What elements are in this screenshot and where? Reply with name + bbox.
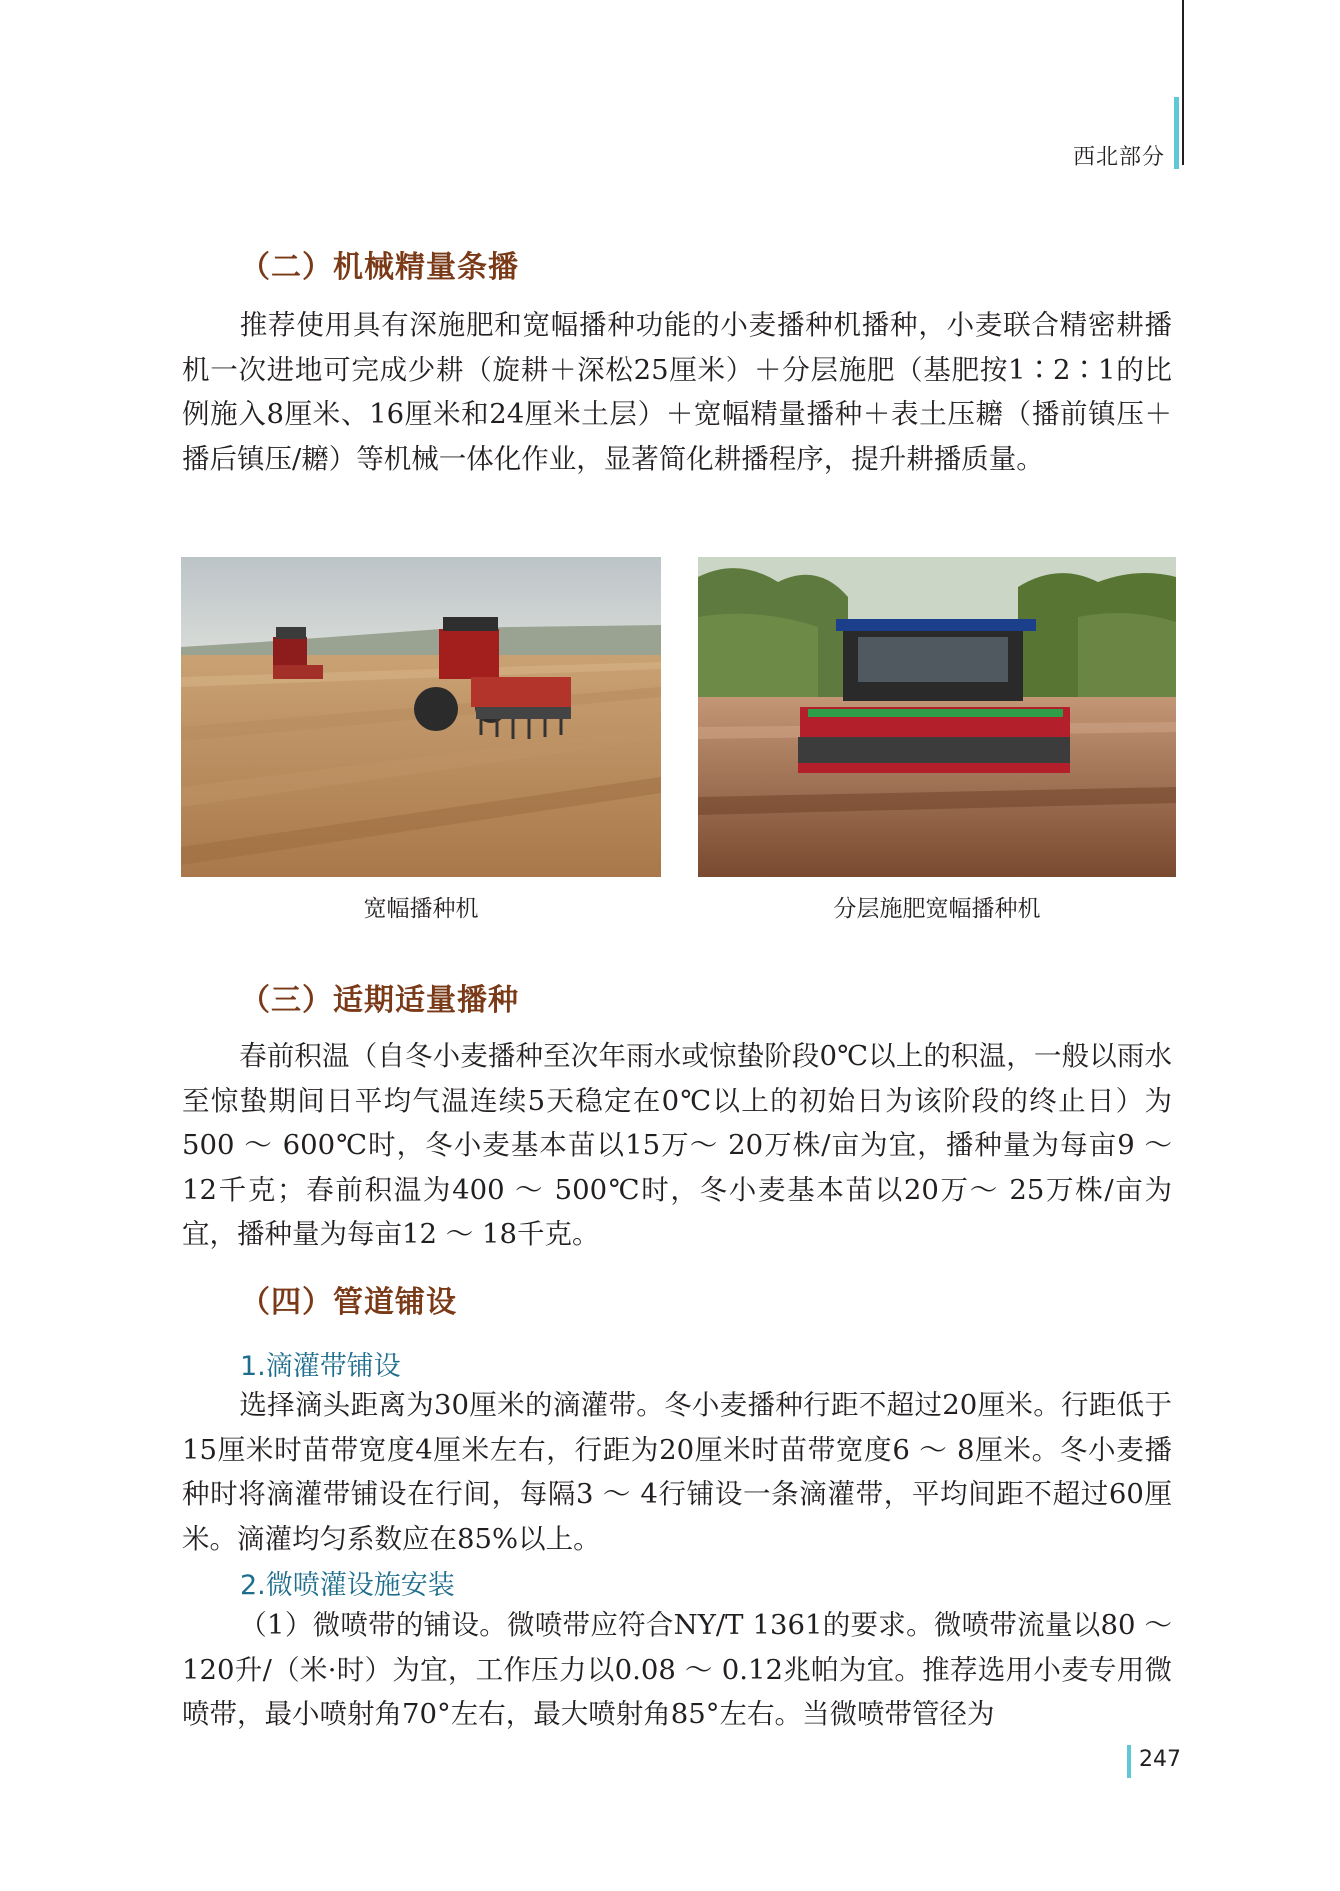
header-accent-bar [1174,97,1179,169]
section-heading-3: （三）适期适量播种 [240,983,519,1018]
paragraph-text: 春前积温（自冬小麦播种至次年雨水或惊蛰阶段0℃以上的积温，一般以雨水至惊蛰期间日平均气温连续5天稳定在0℃以上的初始日为该阶段的终止日）为500 ～ 600℃时，冬小麦基本苗以15万～ 20万株/亩为宜，播种量为每亩9 ～ 12千克；春前积温为400 ～ 500℃时，冬小麦基本苗以20万～ 25万株/亩为宜，播种量为每亩12 ～ 18千克。 [182,1040,1172,1250]
paragraph-text: （1）微喷带的铺设。微喷带应符合NY/T 1361的要求。微喷带流量以80 ～ 120升/（米·时）为宜，工作压力以0.08 ～ 0.12兆帕为宜。推荐选用小麦专用微喷带，最小喷射角70°左右，最大喷射角85°左右。当微喷带管径为 [182,1609,1172,1730]
running-header: 西北部分 [1073,145,1166,170]
photo-wide-seeder [181,557,661,877]
header-rule [1182,0,1184,165]
section-heading-2: （二）机械精量条播 [240,250,519,285]
photo-layered-fertilizing-seeder [698,557,1176,877]
sub-heading-drip-tape: 1.滴灌带铺设 [240,1351,401,1382]
section-heading-4: （四）管道铺设 [240,1285,457,1320]
page-number: 247 [1139,1747,1181,1772]
caption-layered-seeder: 分层施肥宽幅播种机 [833,896,1041,922]
paragraph-drip-tape [182,1383,1172,1561]
paragraph-sowing-timing [182,1034,1172,1257]
page-number-accent [1127,1745,1131,1778]
layered-seeder-illustration [698,557,1176,877]
sub-heading-micro-spray: 2.微喷灌设施安装 [240,1570,455,1601]
paragraph-text: 推荐使用具有深施肥和宽幅播种功能的小麦播种机播种，小麦联合精密耕播机一次进地可完成少耕（旋耕＋深松25厘米）＋分层施肥（基肥按1∶2∶1的比例施入8厘米、16厘米和24厘米土层）＋宽幅精量播种＋表土压耱（播前镇压＋播后镇压/耱）等机械一体化作业，显著简化耕播程序，提升耕播质量。 [182,309,1172,475]
paragraph-text: 选择滴头距离为30厘米的滴灌带。冬小麦播种行距不超过20厘米。行距低于15厘米时苗带宽度4厘米左右，行距为20厘米时苗带宽度6 ～ 8厘米。冬小麦播种时将滴灌带铺设在行间，每隔3 ～ 4行铺设一条滴灌带，平均间距不超过60厘米。滴灌均匀系数应在85%以上。 [182,1389,1172,1555]
paragraph-micro-spray [182,1603,1172,1737]
paragraph-mechanical-sowing [182,303,1172,481]
wide-seeder-illustration [181,557,661,877]
caption-wide-seeder: 宽幅播种机 [363,896,479,922]
